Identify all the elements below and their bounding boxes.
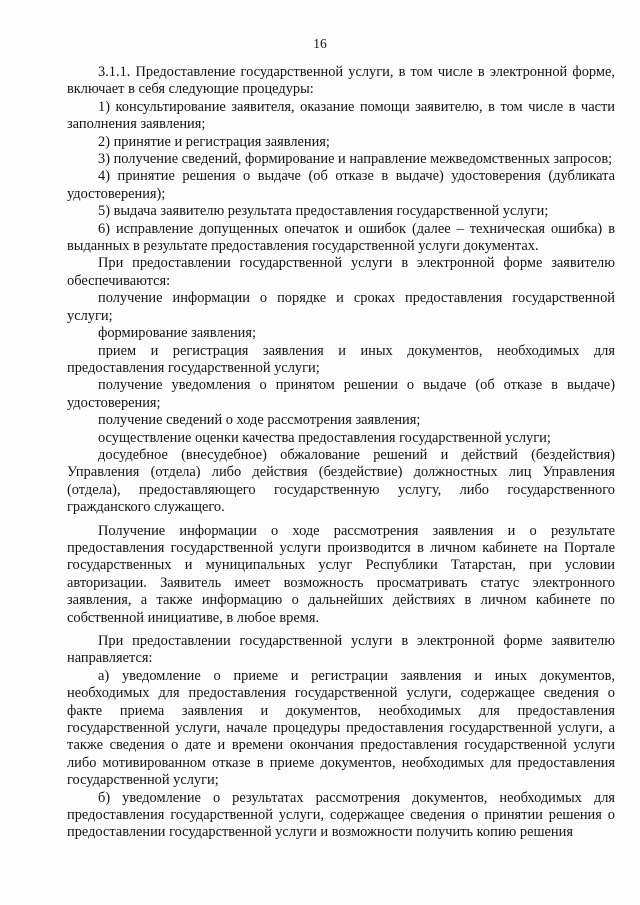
notification-item-b: б) уведомление о результатах рассмотрения документов, необходимых для предоставления государственной услуги, содержащее сведения о принятии решения о предоставлении государственной услуги и возможности получить копию решения xyxy=(67,789,615,841)
list-item-3: 3) получение сведений, формирование и направление межведомственных запросов; xyxy=(98,151,613,168)
list-item-2: 2) принятие и регистрация заявления; xyxy=(98,133,330,150)
status-info-paragraph: Получение информации о ходе рассмотрения заявления и о результате предоставления государственной услуги производится в личном кабинете на Портале государственных и муниципальных услуг Республики Татарстан, при условии авторизации. Заявитель имеет возможность просматривать статус электронного заявления, а также информацию о дальнейших действиях в личном кабинете по собственной инициативе, в любое время. xyxy=(67,522,615,626)
provision-item: формирование заявления; xyxy=(98,325,256,342)
provision-item: получение уведомления о принятом решении о выдаче (об отказе в выдаче) удостоверения; xyxy=(67,377,615,411)
body-text xyxy=(67,64,615,842)
list-item-1: 1) консультирование заявителя, оказание помощи заявителю, в том числе в части заполнения заявления; xyxy=(67,98,615,133)
notification-intro: При предоставлении государственной услуги в электронной форме заявителю направляется: xyxy=(67,633,615,667)
list-item-6: 6) исправление допущенных опечаток и ошибок (далее – техническая ошибка) в выданных в результате предоставления государственной услуги документах. xyxy=(67,220,615,255)
provision-item: прием и регистрация заявления и иных документов, необходимых для предоставления государственной услуги; xyxy=(67,342,615,376)
provision-item: получение сведений о ходе рассмотрения заявления; xyxy=(98,412,421,429)
list-item-5: 5) выдача заявителю результата предоставления государственной услуги; xyxy=(98,203,549,220)
provision-item: досудебное (внесудебное) обжалование решений и действий (бездействия) Управления (отдела) либо действия (бездействие) должностных лиц Управления (отдела), предоставляющего государственную услугу, либо государственного гражданского служащего. xyxy=(67,446,615,516)
electronic-form-intro: При предоставлении государственной услуги в электронной форме заявителю обеспечиваются: xyxy=(67,255,615,289)
list-item-4: 4) принятие решения о выдаче (об отказе в выдаче) удостоверения (дубликата удостоверения); xyxy=(67,168,615,202)
notification-item-a: а) уведомление о приеме и регистрации заявления и иных документов, необходимых для предоставления государственной услуги, содержащее сведения о факте приема заявления и документов, необходимых для предоставления государственной услуги, начале процедуры предоставления государственной услуги, а также сведения о дате и времени окончания предоставления государственной услуги либо мотивированном отказе в приеме документов, необходимых для предоставления государственной услуги; xyxy=(67,667,615,789)
provision-item: получение информации о порядке и сроках предоставления государственной услуги; xyxy=(67,290,615,324)
paragraph-3-1-1: 3.1.1. Предоставление государственной услуги, в том числе в электронной форме, включает в себя следующие процедуры: xyxy=(67,64,615,98)
provision-item: осуществление оценки качества предоставления государственной услуги; xyxy=(98,429,551,446)
page-number: 16 xyxy=(313,36,327,51)
